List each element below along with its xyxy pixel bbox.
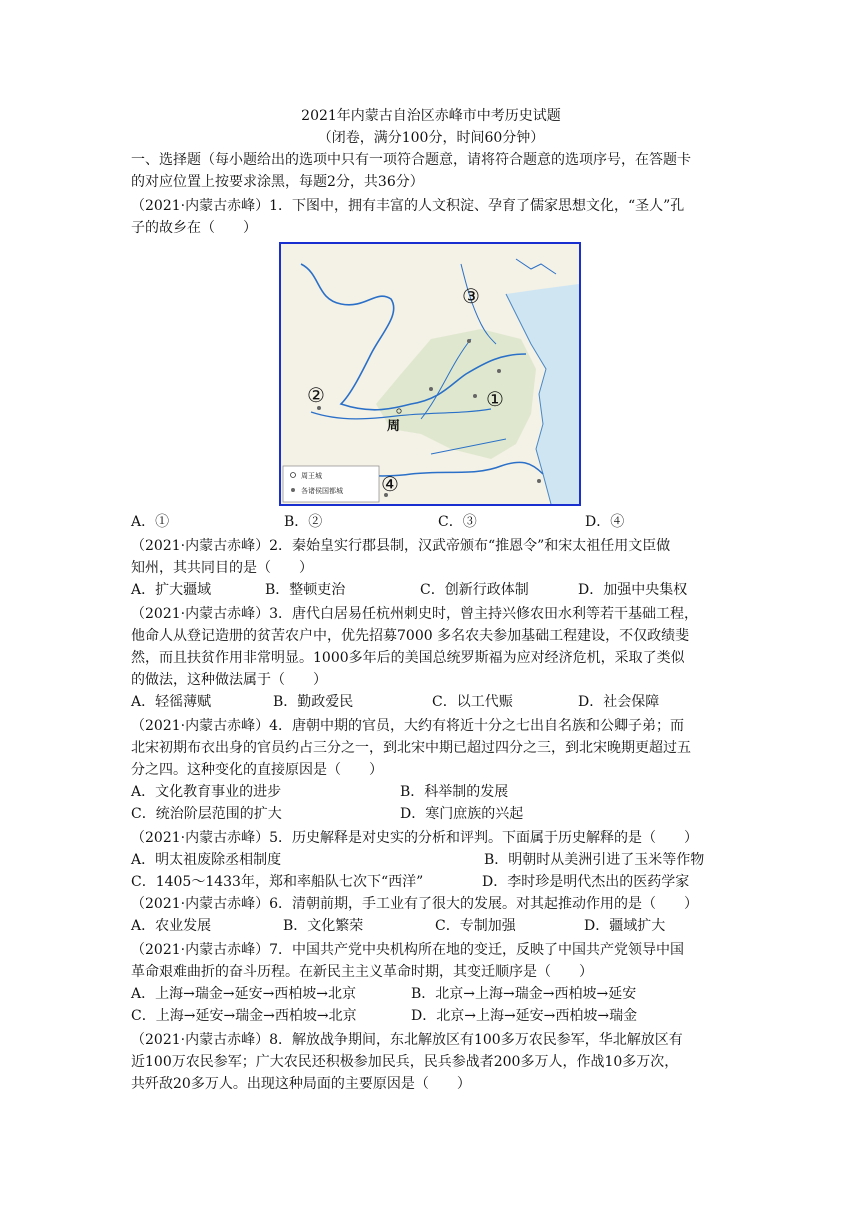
q7-option-d[interactable]: D．北京→上海→延安→西柏坡→瑞金 bbox=[411, 1008, 638, 1024]
q6-option-d[interactable]: D．疆域扩大 bbox=[584, 918, 666, 934]
q3-option-a[interactable]: A．轻徭薄赋 bbox=[131, 694, 212, 710]
map-marker-1: ① bbox=[486, 387, 504, 411]
map-marker-4: ④ bbox=[381, 472, 399, 496]
q4-option-d[interactable]: D．寒门庶族的兴起 bbox=[400, 806, 524, 822]
q5-option-c[interactable]: C．1405～1433年，郑和率船队七次下“西洋” bbox=[131, 874, 424, 890]
question-7-stem: （2021·内蒙古赤峰）7．中国共产党中央机构所在地的变迁，反映了中国共产党领导中国 bbox=[131, 942, 684, 958]
q2-option-b[interactable]: B．整顿吏治 bbox=[265, 582, 346, 598]
question-1-stem-cont: 子的故乡在（ ） bbox=[131, 220, 257, 236]
q6-option-c[interactable]: C．专制加强 bbox=[435, 918, 516, 934]
question-8-stem-cont: 近100万农民参军；广大农民还积极参加民兵，民兵参战者200多万人，作战10多万次， bbox=[131, 1054, 679, 1070]
q2-option-c[interactable]: C．创新行政体制 bbox=[420, 582, 529, 598]
question-4-stem-cont: 北宋初期布衣出身的官员约占三分之一，到北宋中期已超过四分之三，到北宋晚期更超过五 bbox=[131, 740, 691, 756]
question-3-stem-cont: 的做法，这种做法属于（ ） bbox=[131, 672, 327, 688]
q3-option-c[interactable]: C．以工代赈 bbox=[432, 694, 513, 710]
question-6-stem: （2021·内蒙古赤峰）6．清朝前期，手工业有了很大的发展。对其起推动作用的是（ ） bbox=[131, 896, 698, 912]
page-subtitle: （闭卷，满分100分，时间60分钟） bbox=[317, 130, 545, 146]
legend-royal-city: 周王城 bbox=[301, 472, 322, 480]
q6-option-b[interactable]: B．文化繁荣 bbox=[283, 918, 364, 934]
question-7-stem-cont: 革命艰难曲折的奋斗历程。在新民主主义革命时期，其变迁顺序是（ ） bbox=[131, 964, 593, 980]
q1-option-c[interactable]: C．③ bbox=[438, 514, 477, 530]
q5-option-a[interactable]: A．明太祖废除丞相制度 bbox=[131, 852, 282, 868]
map-marker-2: ② bbox=[307, 383, 325, 407]
question-3-stem: （2021·内蒙古赤峰）3．唐代白居易任杭州刺史时，曾主持兴修农田水利等若干基础工程， bbox=[131, 606, 698, 622]
question-3-stem-cont: 然，而且扶贫作用非常明显。1000多年后的美国总统罗斯福为应对经济危机，采取了类似 bbox=[131, 650, 685, 666]
historical-map bbox=[279, 242, 581, 506]
question-4-stem-cont: 分之四。这种变化的直接原因是（ ） bbox=[131, 762, 383, 778]
q7-option-c[interactable]: C．上海→延安→瑞金→西柏坡→北京 bbox=[131, 1008, 357, 1024]
q4-option-c[interactable]: C．统治阶层范围的扩大 bbox=[131, 806, 282, 822]
map-legend bbox=[283, 466, 379, 502]
question-3-stem-cont: 他命人从登记造册的贫苦农户中，优先招募7000 多名农夫参加基础工程建设，不仅政绩斐 bbox=[131, 628, 690, 644]
q4-option-b[interactable]: B．科举制的发展 bbox=[400, 784, 509, 800]
question-2-stem-cont: 知州，其共同目的是（ ） bbox=[131, 560, 313, 576]
legend-vassal-capital: 各诸侯国都城 bbox=[301, 487, 343, 495]
q6-option-a[interactable]: A．农业发展 bbox=[131, 918, 212, 934]
page-title: 2021年内蒙古自治区赤峰市中考历史试题 bbox=[301, 108, 561, 124]
q4-option-a[interactable]: A．文化教育事业的进步 bbox=[131, 784, 282, 800]
question-5-stem: （2021·内蒙古赤峰）5．历史解释是对史实的分析和评判。下面属于历史解释的是（ ） bbox=[131, 830, 698, 846]
q2-option-d[interactable]: D．加强中央集权 bbox=[578, 582, 688, 598]
question-1-stem: （2021·内蒙古赤峰）1．下图中，拥有丰富的人文积淀、孕育了儒家思想文化，“圣人”孔 bbox=[131, 198, 685, 214]
map-capital-label: 周 bbox=[387, 419, 401, 434]
q5-option-d[interactable]: D．李时珍是明代杰出的医药学家 bbox=[482, 874, 690, 890]
q2-option-a[interactable]: A．扩大疆域 bbox=[131, 582, 212, 598]
section-instructions: 一、选择题（每小题给出的选项中只有一项符合题意，请将符合题意的选项序号，在答题卡 bbox=[131, 152, 691, 168]
q7-option-b[interactable]: B．北京→上海→瑞金→西柏坡→延安 bbox=[411, 986, 637, 1002]
q1-option-b[interactable]: B．② bbox=[284, 514, 323, 530]
q1-option-a[interactable]: A．① bbox=[131, 514, 170, 530]
question-4-stem: （2021·内蒙古赤峰）4．唐朝中期的官员，大约有将近十分之七出自名族和公卿子弟；而 bbox=[131, 718, 684, 734]
q1-option-d[interactable]: D．④ bbox=[585, 514, 625, 530]
map-marker-3: ③ bbox=[462, 284, 480, 308]
section-instructions-cont: 的对应位置上按要求涂黑，每题2分，共36分） bbox=[131, 174, 424, 190]
q5-option-b[interactable]: B．明朝时从美洲引进了玉米等作物 bbox=[484, 852, 705, 868]
question-8-stem-cont: 共歼敌20多万人。出现这种局面的主要原因是（ ） bbox=[131, 1076, 471, 1092]
question-8-stem: （2021·内蒙古赤峰）8．解放战争期间，东北解放区有100多万农民参军，华北解放区有 bbox=[131, 1032, 683, 1048]
question-2-stem: （2021·内蒙古赤峰）2．秦始皇实行郡县制，汉武帝颁布“推恩令”和宋太祖任用文臣做 bbox=[131, 538, 671, 554]
q3-option-b[interactable]: B．勤政爱民 bbox=[273, 694, 354, 710]
q3-option-d[interactable]: D．社会保障 bbox=[578, 694, 660, 710]
q7-option-a[interactable]: A．上海→瑞金→延安→西柏坡→北京 bbox=[131, 986, 357, 1002]
